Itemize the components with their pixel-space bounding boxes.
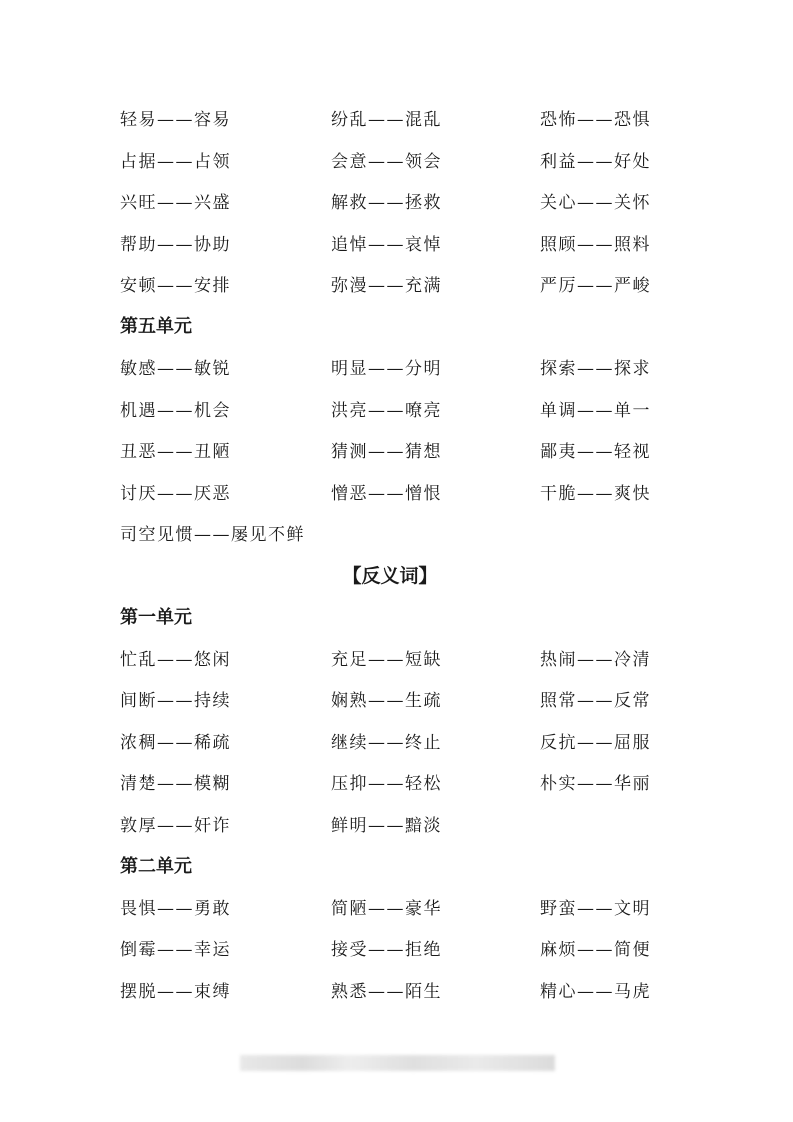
word-pair: 明显——分明 bbox=[331, 359, 442, 380]
unit2-antonym-list bbox=[120, 886, 680, 1011]
word-pair: 继续——终止 bbox=[331, 732, 442, 753]
word-pair: 纷乱——混乱 bbox=[331, 110, 442, 131]
word-pair: 利益——好处 bbox=[540, 151, 651, 172]
word-pair: 充足——短缺 bbox=[331, 649, 442, 670]
word-pair: 忙乱——悠闲 bbox=[120, 649, 231, 670]
word-row bbox=[120, 97, 680, 139]
word-row bbox=[120, 678, 680, 720]
word-row bbox=[120, 346, 680, 388]
word-pair: 压抑——轻松 bbox=[331, 774, 442, 795]
word-row bbox=[120, 637, 680, 679]
word-pair: 照顾——照料 bbox=[540, 234, 651, 255]
word-row bbox=[120, 139, 680, 181]
word-pair: 敦厚——奸诈 bbox=[120, 815, 231, 836]
blurred-footer-watermark bbox=[240, 1055, 555, 1071]
word-list-page bbox=[120, 97, 680, 1010]
word-pair: 猜测——猜想 bbox=[331, 442, 442, 463]
word-pair: 接受——拒绝 bbox=[331, 940, 442, 961]
word-pair: 倒霉——幸运 bbox=[120, 940, 231, 961]
unit1-antonym-list bbox=[120, 637, 680, 845]
word-pair: 弥漫——充满 bbox=[331, 276, 442, 297]
word-pair: 洪亮——嘹亮 bbox=[331, 400, 442, 421]
word-pair: 单调——单一 bbox=[540, 400, 651, 421]
word-pair: 野蛮——文明 bbox=[540, 898, 651, 919]
unit2-heading: 第二单元 bbox=[120, 855, 192, 877]
word-pair: 麻烦——简便 bbox=[540, 940, 651, 961]
word-row bbox=[120, 222, 680, 264]
word-row bbox=[120, 512, 680, 554]
word-pair: 浓稠——稀疏 bbox=[120, 732, 231, 753]
word-pair: 间断——持续 bbox=[120, 691, 231, 712]
word-pair: 反抗——屈服 bbox=[540, 732, 651, 753]
word-pair: 司空见惯——屡见不鲜 bbox=[120, 525, 305, 546]
word-pair: 严厉——严峻 bbox=[540, 276, 651, 297]
word-pair: 轻易——容易 bbox=[120, 110, 231, 131]
word-pair: 清楚——模糊 bbox=[120, 774, 231, 795]
word-pair: 帮助——协助 bbox=[120, 234, 231, 255]
word-row bbox=[120, 761, 680, 803]
word-pair: 关心——关怀 bbox=[540, 193, 651, 214]
word-row bbox=[120, 720, 680, 762]
word-row bbox=[120, 886, 680, 928]
word-row bbox=[120, 263, 680, 305]
word-pair: 热闹——冷清 bbox=[540, 649, 651, 670]
synonym-list-continued bbox=[120, 97, 680, 305]
word-pair: 解救——拯救 bbox=[331, 193, 442, 214]
word-pair: 娴熟——生疏 bbox=[331, 691, 442, 712]
word-pair: 照常——反常 bbox=[540, 691, 651, 712]
antonym-section-title: 【反义词】 bbox=[342, 564, 438, 587]
word-pair: 熟悉——陌生 bbox=[331, 981, 442, 1002]
word-pair: 朴实——华丽 bbox=[540, 774, 651, 795]
word-pair: 干脆——爽快 bbox=[540, 483, 651, 504]
word-pair: 占据——占领 bbox=[120, 151, 231, 172]
word-row bbox=[120, 429, 680, 471]
word-row bbox=[120, 388, 680, 430]
word-pair: 追悼——哀悼 bbox=[331, 234, 442, 255]
word-pair: 丑恶——丑陋 bbox=[120, 442, 231, 463]
word-row bbox=[120, 927, 680, 969]
word-pair: 鲜明——黯淡 bbox=[331, 815, 442, 836]
unit5-synonym-list bbox=[120, 346, 680, 512]
word-pair: 敏感——敏锐 bbox=[120, 359, 231, 380]
word-row bbox=[120, 180, 680, 222]
word-pair: 畏惧——勇敢 bbox=[120, 898, 231, 919]
word-row bbox=[120, 803, 680, 845]
word-pair: 兴旺——兴盛 bbox=[120, 193, 231, 214]
word-row bbox=[120, 969, 680, 1011]
word-pair: 憎恶——憎恨 bbox=[331, 483, 442, 504]
word-pair: 探索——探求 bbox=[540, 359, 651, 380]
word-pair: 安顿——安排 bbox=[120, 276, 231, 297]
word-pair: 摆脱——束缚 bbox=[120, 981, 231, 1002]
word-pair: 会意——领会 bbox=[331, 151, 442, 172]
unit5-heading: 第五单元 bbox=[120, 316, 192, 338]
word-pair: 简陋——豪华 bbox=[331, 898, 442, 919]
word-row bbox=[120, 471, 680, 513]
unit1-heading: 第一单元 bbox=[120, 606, 192, 628]
word-pair: 恐怖——恐惧 bbox=[540, 110, 651, 131]
word-pair: 精心——马虎 bbox=[540, 981, 651, 1002]
word-pair: 鄙夷——轻视 bbox=[540, 442, 651, 463]
word-pair: 机遇——机会 bbox=[120, 400, 231, 421]
word-pair: 讨厌——厌恶 bbox=[120, 483, 231, 504]
